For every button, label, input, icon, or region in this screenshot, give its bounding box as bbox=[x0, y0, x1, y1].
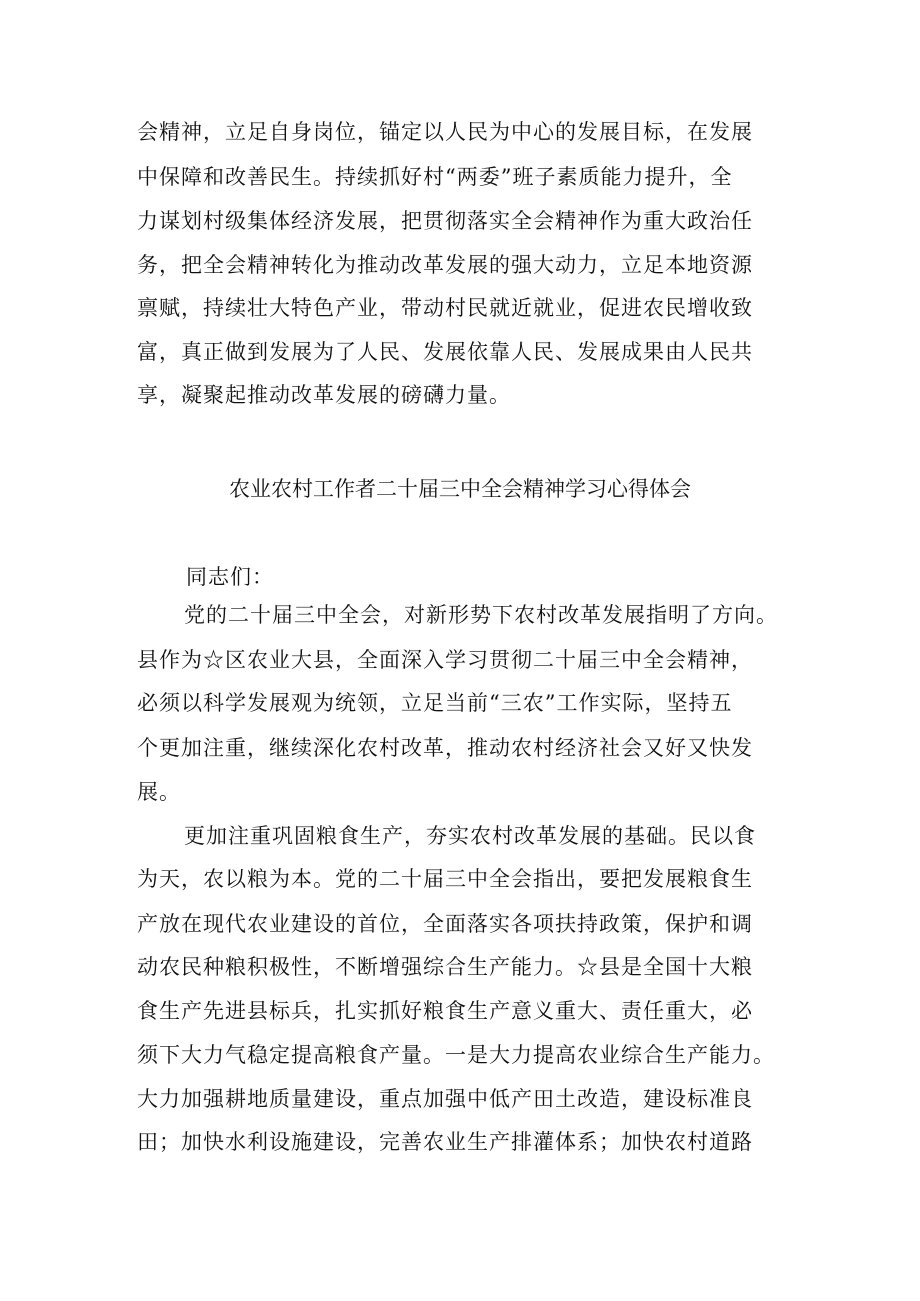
text-line: 必须以科学发展观为统领，立足当前“三农”工作实际，坚持五 bbox=[137, 691, 733, 715]
text-line: 动农民种粮积极性，不断增强综合生产能力。☆县是全国十大粮 bbox=[137, 955, 753, 979]
text-line: 力谋划村级集体经济发展，把贯彻落实全会精神作为重大政治任 bbox=[137, 209, 753, 233]
text-line: 县作为☆区农业大县，全面深入学习贯彻二十届三中全会精神， bbox=[137, 648, 753, 672]
text-line: 大力加强耕地质量建设，重点加强中低产田土改造，建设标准良 bbox=[137, 1087, 753, 1111]
salutation: 同志们： bbox=[186, 565, 274, 589]
text-line: 为天，农以粮为本。党的二十届三中全会指出，要把发展粮食生 bbox=[137, 867, 753, 891]
text-line: 展。 bbox=[137, 780, 181, 804]
text-line: 富，真正做到发展为了人民、发展依靠人民、发展成果由人民共 bbox=[137, 340, 753, 364]
text-line: 务，把全会精神转化为推动改革发展的强大动力，立足本地资源 bbox=[137, 253, 753, 277]
text-line: 个更加注重，继续深化农村改革，推动农村经济社会又好又快发 bbox=[137, 736, 753, 760]
document-title: 农业农村工作者二十届三中全会精神学习心得体会 bbox=[229, 477, 691, 501]
text-line: 会精神，立足自身岗位，锚定以人民为中心的发展目标，在发展 bbox=[137, 120, 753, 144]
text-line: 享，凝聚起推动改革发展的磅礴力量。 bbox=[137, 383, 511, 407]
text-line: 党的二十届三中全会，对新形势下农村改革发展指明了方向。 bbox=[184, 603, 778, 627]
text-line: 田；加快水利设施建设，完善农业生产排灌体系；加快农村道路 bbox=[137, 1130, 753, 1154]
text-line: 食生产先进县标兵，扎实抓好粮食生产意义重大、责任重大，必 bbox=[137, 999, 753, 1023]
text-line: 须下大力气稳定提高粮食产量。一是大力提高农业综合生产能力。 bbox=[137, 1043, 775, 1067]
text-line: 中保障和改善民生。持续抓好村“两委”班子素质能力提升，全 bbox=[137, 165, 733, 189]
text-line: 更加注重巩固粮食生产，夯实农村改革发展的基础。民以食 bbox=[184, 824, 756, 848]
text-line: 产放在现代农业建设的首位，全面落实各项扶持政策，保护和调 bbox=[137, 912, 753, 936]
text-line: 禀赋，持续壮大特色产业，带动村民就近就业，促进农民增收致 bbox=[137, 296, 753, 320]
